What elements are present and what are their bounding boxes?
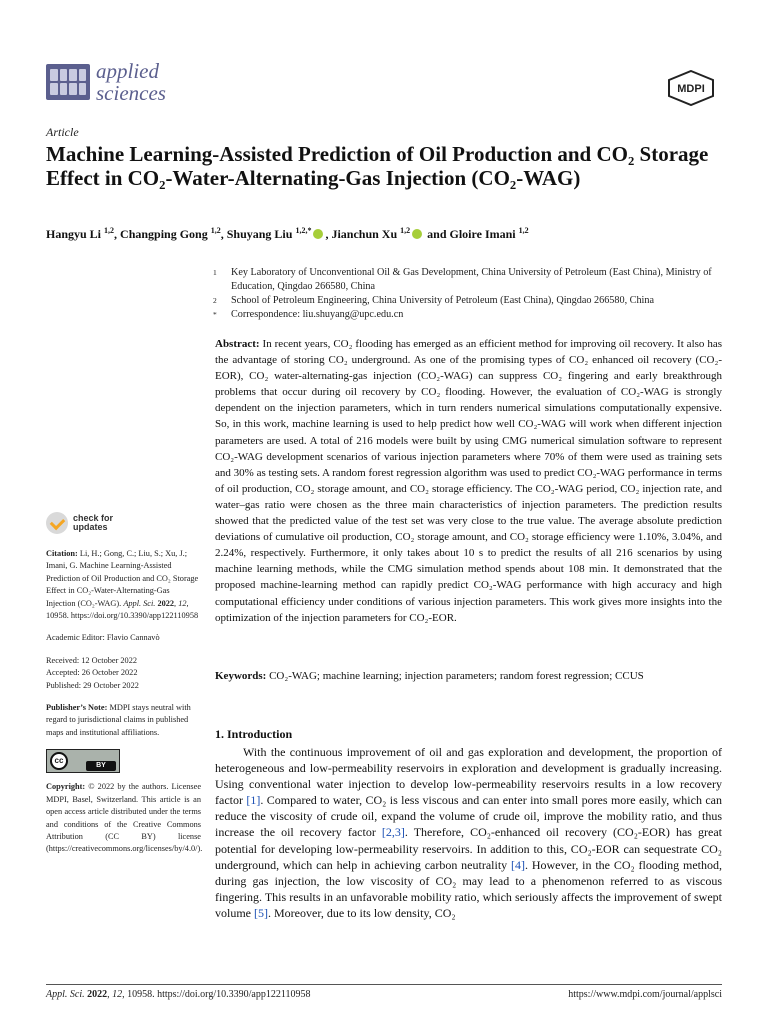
check-for-updates-button[interactable]: check for updates [46, 512, 201, 534]
abstract-label: Abstract: [215, 338, 260, 350]
article-type: Article [46, 125, 79, 139]
mdpi-logo-icon [666, 70, 716, 106]
keywords [215, 668, 722, 684]
author-list: Hangyu Li $^{1,2}$, Changping Gong $^{1,2}$, Shuyang Liu $^{1,2,*}$ , Jianchun Xu $^{1,2}$ and Gloire Imani $^{1,2}$ [46, 226, 529, 241]
sidebar [46, 512, 201, 856]
section-heading: 1. Introduction [215, 727, 293, 741]
affiliation-mark: 2 [213, 296, 217, 305]
cc-by-license-icon[interactable]: cc BY [46, 749, 120, 773]
affiliation-mark: * [213, 310, 217, 319]
dates: Received: 12 October 2022 Accepted: 26 October 2022 Published: 29 October 2022 [46, 655, 139, 690]
abstract-text: In recent years, CO₂ flooding has emerged as an efficient method for improving oil recovery. It also has the advantage of storing CO₂ underground. As one of the promising types of CO₂ enhanced oil recovery (CO₂-EOR), CO₂ water-alternating-gas injection (CO₂-WAG) can suppress CO₂ fingering and early breakthrough problems that occur during oil recovery by CO₂ flooding. However, the evaluation of CO₂-WAG is strongly dependent on the injection parameters, which in turn renders numerical simulations computationally expensive. So, in this work, machine learning is used to help predict how well CO₂-WAG will work when different injection parameters are used. A total of 216 models were built by using CMG numerical simulation software to represent CO₂-WAG development scenarios of various injection parameters where 70% of them were used as training sets and 30% as testing sets. A random forest regression algorithm was used to predict CO₂-WAG performance in terms of oil production, CO₂ storage amount, and CO₂ storage efficiency. The CO₂-WAG period, CO₂ injection rate, and water–gas ratio were chosen as the three main characteristics of injection parameters. The prediction results showed that the predicted value of the test set was very close to the true value. The average absolute prediction deviations of cumulative oil production, CO₂ storage amount, and CO₂ storage efficiency were 1.10%, 3.04%, and 2.24%, respectively. Furthermore, it only takes about 10 s to predict the results of all 216 scenarios by using machine learning methods, while the CMG simulation method spends about 108 min. It demonstrated that the proposed machine-learning method can rapidly predict CO₂-WAG performance with high accuracy and high computational efficiency under conditions of various injection parameters. This work gives more insights into the optimization of the injection parameters for CO₂-EOR. [215, 338, 722, 624]
affiliation-text: Key Laboratory of Unconventional Oil & Gas Development, China University of Petroleum (East China), Ministry of Education, Qingdao 266580, China [231, 267, 712, 292]
citation-link[interactable]: [5] [254, 905, 268, 920]
publisher-note: Publisher’s Note: MDPI stays neutral with regard to jurisdictional claims in published maps and institutional affiliations. [46, 703, 191, 737]
paper-title: Machine Learning-Assisted Prediction of Oil Production and CO₂ Storage Effect in CO₂-Water-Alternating-Gas Injection (CO₂-WAG) [46, 142, 709, 190]
author-name: Changping Gong [120, 227, 211, 241]
copyright: Copyright: © 2022 by the authors. Licensee MDPI, Basel, Switzerland. This article is an open access article distributed under the terms and conditions of the Creative Commons Attribution (CC BY) license (https://creativecommons.org/licenses/by/4.0/). [46, 782, 203, 854]
affiliation-item [213, 308, 723, 322]
author-affiliation-mark: 1,2,* [295, 226, 312, 235]
author-affiliation-mark: 1,2 [210, 226, 221, 235]
author-affiliation-mark: 1,2 [104, 226, 115, 235]
footer-citation: Appl. Sci. 2022, 12, 10958. https://doi.org/10.3390/app122110958 [46, 989, 311, 1000]
author-name: Jianchun Xu [331, 227, 401, 241]
publisher-name: MDPI [677, 83, 705, 95]
keywords-label: Keywords: [215, 670, 267, 682]
journal-name: applied sciences [96, 59, 166, 105]
journal-logo [46, 60, 166, 104]
author-name: Gloire Imani [449, 227, 519, 241]
affiliation-item [213, 266, 723, 294]
journal-logo-icon [46, 64, 90, 100]
citation-link[interactable]: [1] [246, 793, 261, 808]
footer-journal-url[interactable]: https://www.mdpi.com/journal/applsci [568, 989, 722, 1000]
author-affiliation-mark: 1,2 [518, 226, 529, 235]
keywords-text: CO₂-WAG; machine learning; injection parameters; random forest regression; CCUS [269, 670, 644, 682]
abstract [215, 336, 722, 626]
orcid-icon[interactable] [412, 229, 422, 239]
academic-editor: Academic Editor: Flavio Cannavò [46, 633, 160, 643]
citation-link[interactable]: [2,3] [381, 825, 405, 840]
citation: Citation: Li, H.; Gong, C.; Liu, S.; Xu, J.; Imani, G. Machine Learning-Assisted Prediction of Oil Production and CO₂ Storage Effect in CO₂-Water-Alternating-Gas Injection (CO₂-WAG). Appl. Sci. 2022, 12, 10958. https://doi.org/10.3390/app122110958 [46, 549, 199, 621]
affiliation-text: Correspondence: liu.shuyang@upc.edu.cn [231, 309, 404, 320]
citation-doi-link[interactable]: , 10958. https://doi.org/10.3390/app122110958 [46, 598, 199, 621]
check-updates-icon [46, 512, 68, 534]
affiliation-item [213, 294, 723, 308]
author-name: Shuyang Liu [226, 227, 296, 241]
footer-divider [46, 984, 722, 985]
orcid-icon[interactable] [313, 229, 323, 239]
affiliation-text: School of Petroleum Engineering, China University of Petroleum (East China), Qingdao 266580, China [231, 295, 654, 306]
affiliation-mark: 1 [213, 268, 217, 277]
introduction-text: With the continuous improvement of oil and gas exploration and development, the proportion of heterogeneous and low-permeability reservoirs in exploration and development is gradually increasing. Using conventional water injection to develop low-permeability reservoirs results in a low recovery factor [1]. Compared to water, CO₂ is less viscous and can enter into small pores more easily, which can reduce the viscosity of crude oil, expand the volume of crude oil, improve the mobility ratio, and thus increase the oil recovery factor [2,3]. Therefore, CO₂-enhanced oil recovery (CO₂-EOR) has great potential for developing low-permeability reservoirs. In addition to this, CO₂-EOR can sequestrate CO₂ underground, which can help in achieving carbon neutrality [4]. However, in the CO₂ flooding method, during gas injection, the low viscosity of CO₂ may lead to a phenomenon referred to as viscous fingering. This results in an unfavorable mobility ratio, which seriously affects the improvement of swept volume [5]. Moreover, due to its low density, CO₂ [215, 745, 723, 920]
author-affiliation-mark: 1,2 [400, 226, 411, 235]
citation-link[interactable]: [4] [511, 857, 525, 872]
author-name: Hangyu Li [46, 227, 105, 241]
affiliations [213, 266, 723, 322]
